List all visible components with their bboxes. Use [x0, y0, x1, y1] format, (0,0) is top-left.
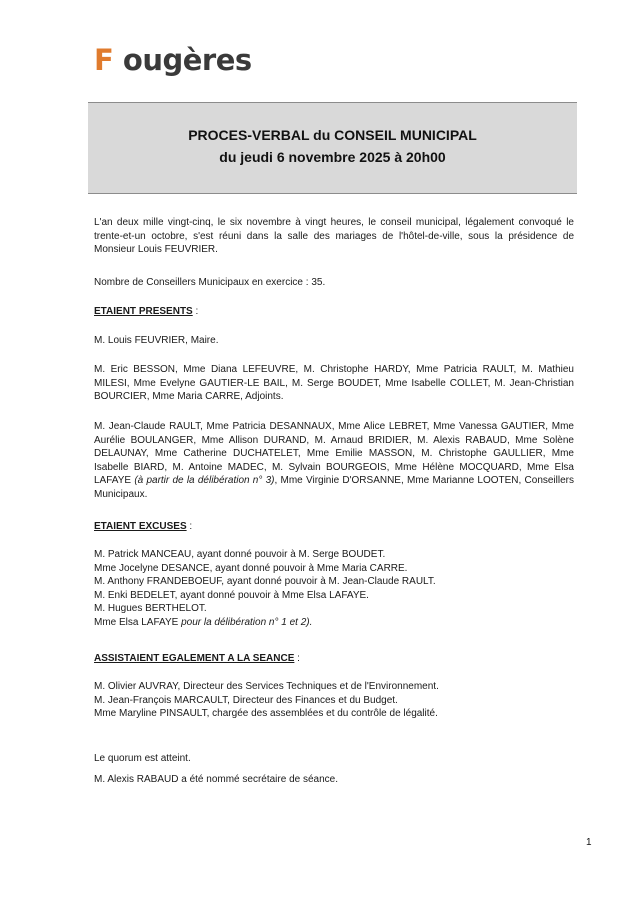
conseillers-paragraph — [94, 420, 574, 501]
excuse-item: Mme Jocelyne DESANCE, ayant donné pouvoir à Mme Maria CARRE. — [94, 562, 408, 574]
assistant-item: M. Olivier AUVRAY, Directeur des Services Techniques et de l'Environnement. — [94, 681, 439, 692]
presents-heading-line — [94, 305, 574, 319]
adjoints-paragraph: M. Eric BESSON, Mme Diana LEFEUVRE, M. Christophe HARDY, Mme Patricia RAULT, M. Mathieu MILESI, Mme Evelyne GAUTIER-LE BAIL, M. Serge BOUDET, Mme Isabelle COLLET, M. Jean-Christian BOURCIER, Mme Maria CARRE, Adjoints. — [94, 364, 574, 402]
excuse-last-note: pour la délibération n° 1 et 2). — [181, 616, 313, 628]
conseillers-count: Nombre de Conseillers Municipaux en exercice : 35. — [94, 277, 326, 288]
assistaient-heading-colon: : — [294, 653, 300, 664]
title-line-1: PROCES-VERBAL du CONSEIL MUNICIPAL — [188, 127, 477, 143]
assistant-item: M. Jean-François MARCAULT, Directeur des Finances et du Budget. — [94, 694, 398, 706]
quorum-line: Le quorum est atteint. — [94, 753, 191, 764]
logo-text: F — [94, 43, 114, 77]
presents-heading: ETAIENT PRESENTS — [94, 306, 193, 317]
assistaient-heading-line — [94, 652, 574, 666]
assistaient-list — [94, 680, 574, 721]
title-line-2: du jeudi 6 novembre 2025 à 20h00 — [219, 149, 446, 165]
logo-wordmark — [94, 38, 252, 82]
intro-paragraph: L'an deux mille vingt-cinq, le six novembre à vingt heures, le conseil municipal, légalement convoqué le trente-et-un octobre, s'est réuni dans la salle des mariages de l'hôtel-de-ville, sous la présidence de Monsieur Louis FEUVRIER. — [94, 217, 574, 255]
excuse-last-name: Mme Elsa LAFAYE — [94, 616, 182, 628]
fougeres-logo — [94, 38, 254, 84]
excuse-item: M. Patrick MANCEAU, ayant donné pouvoir à M. Serge BOUDET. — [94, 549, 386, 560]
excuse-item: M. Enki BEDELET, ayant donné pouvoir à Mme Elsa LAFAYE. — [94, 589, 369, 601]
excuse-item-last — [94, 616, 574, 630]
excuses-heading-colon: : — [186, 521, 193, 532]
excuse-item: M. Anthony FRANDEBOEUF, ayant donné pouvoir à M. Jean-Claude RAULT. — [94, 576, 436, 587]
conseillers-list-b: , Mme Virginie D'ORSANNE, Mme Marianne LOOTEN, Conseillers Municipaux. — [94, 475, 574, 500]
logo-text-rest: ougères — [122, 43, 252, 77]
excuses-heading-line — [94, 520, 574, 534]
assistant-item: Mme Maryline PINSAULT, chargée des assemblées et du contrôle de légalité. — [94, 708, 438, 719]
excuses-heading: ETAIENT EXCUSES — [94, 521, 187, 532]
excuses-list — [94, 548, 574, 629]
maire-line: M. Louis FEUVRIER, Maire. — [94, 335, 219, 346]
secretaire-line: M. Alexis RABAUD a été nommé secrétaire de séance. — [94, 774, 338, 785]
conseillers-list-a: M. Jean-Claude RAULT, Mme Patricia DESANNAUX, Mme Alice LEBRET, Mme Vanessa GAUTIER, Mme Aurélie BOULANGER, Mme Allison DURAND, M. Arnaud BRIDIER, M. Alexis RABAUD, Mme Solène DELAUNAY, Mme Catherine DUCHATELET, Mme Emilie MASSON, M. Christophe GAULLIER, Mme Isabelle BIARD, M. Antoine MADEC, M. Sylvain BOURGEOIS, Mme Hélène MOCQUARD, Mme Elsa LAFAYE — [94, 421, 574, 486]
conseillers-note: (à partir de la délibération n° 3) — [134, 475, 275, 486]
presents-heading-colon: : — [192, 306, 199, 317]
title-box — [88, 102, 577, 194]
excuse-item: M. Hugues BERTHELOT. — [94, 603, 207, 614]
page-number: 1 — [586, 837, 592, 848]
assistaient-heading: ASSISTAIENT EGALEMENT A LA SEANCE — [94, 653, 295, 664]
